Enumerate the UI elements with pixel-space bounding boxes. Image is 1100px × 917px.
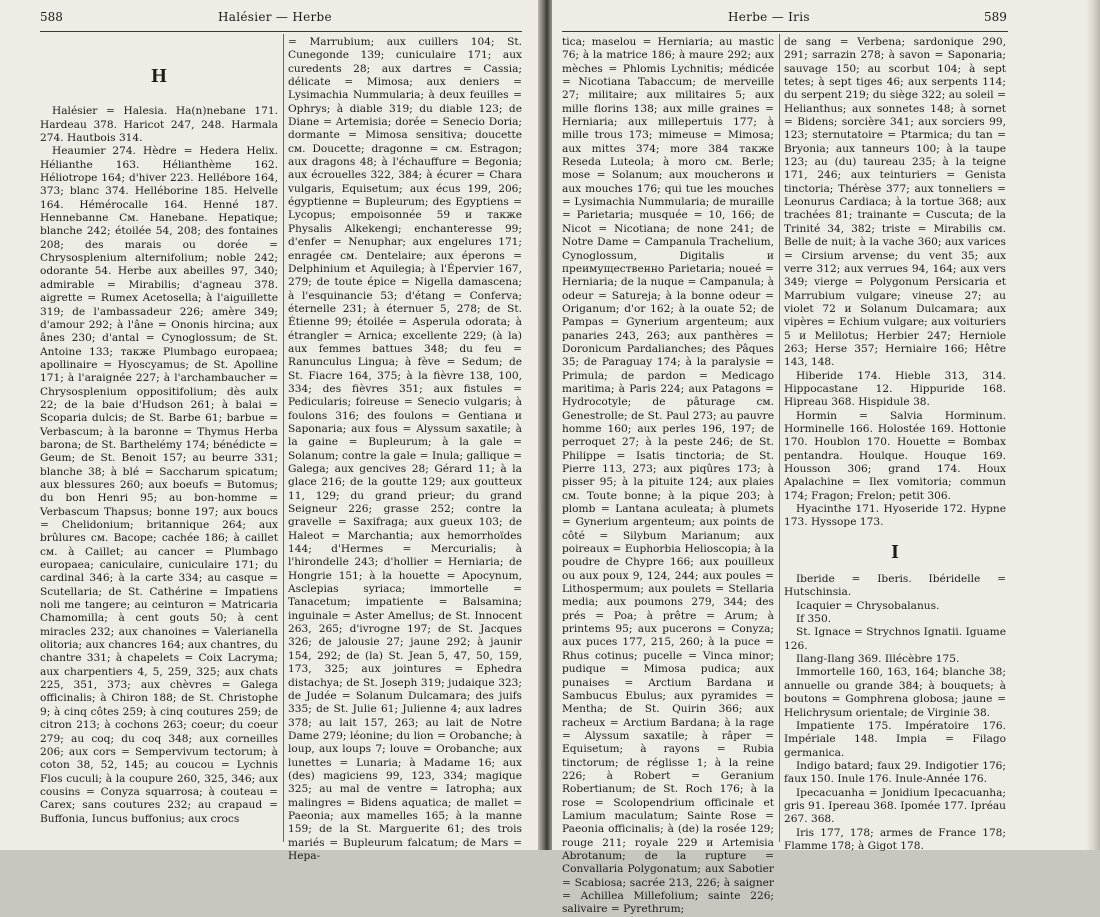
- column-divider-left: [283, 34, 284, 842]
- page-number-right: 589: [984, 10, 1007, 24]
- entry-paragraph: Hiberide 174. Hieble 313, 314. Hippocastane 12. Hippuride 168. Hipreau 368. Hispidule 38.: [784, 369, 1006, 409]
- entry-paragraph: tica; maselou = Herniaria; au mastic 76; à la matrice 186; à maure 292; aux mèches = Phlomis Lychnitis; médicée = Nicotiana Tabaccum; de merveille 27; militaire; aux militaires 5; aux mille florins 138; aux mille graines = Herniaria; aux millepertuis 177; à mille trous 173; mimeuse = Mimosa; aux mittes 374; more 384 также Reseda Luteola; à moro см. Berle; mose = Solanum; aux moucherons и aux mouches 176; qui tue les mouches = Lysimachia Nummularia; de muraille = Parietaria; musquée = 10, 166; de Nicot = Nicotiana; de none 241; de Notre Dame = Campanula Trachelium, Cynoglossum, Digitalis и преимущественно Parietaria; noueé = Herniaria; de la nuque = Campanula; à odeur = Satureja; à la bonne odeur = Origanum; d'or 162; à la ouate 52; de Pampas = Gynerium argenteum; aux panaries 243, 263; aux panthères = Doronicum Pardalianches; des Pâques 35; de Paraguay 174; à la paralysie = Primula; de pardon = Medicago maritima; à Paris 224; aux Patagons = Hydrocotyle; de pâturage см. Genestrolle; de St. Paul 273; au pauvre homme 160; aux perles 196, 197; de perroquet 27; à la peste 246; de St. Philippe = Isatis tinctoria; de St. Pierre 113, 273; aux piqûres 173; à pisser 95; à la pituite 124; aux plaies см. Toute bonne; à la pique 203; à plomb = Lantana aculeata; à plumets = Gynerium argenteum; aux points de côté = Silybum Marianum; aux poireaux = Euphorbia Helioscopia; à la poudre de Chypre 166; aux pouilleux ou aux poux 9, 124, 244; aux poules = Lithospermum; aux poulets = Stellaria media; aux poumons 279, 344; des prés = Poa; à prêtre = Arum; à printems 95; aux pucerons = Conyza; aux puces 177, 215, 260; à la puce = Rhus cotinus; pucelle = Vinca minor; pudique = Mimosa pudica; aux punaises = Arctium Bardana и Sambucus Ebulus; aux pyramides = Mentha; de St. Quirin 366; aux racheux = Arctium Bardana; à la rage = Alyssum saxatile; à râper = Equisetum; à rayons = Rubia tinctorum; de réglisse 1; à la reine 226; à Robert = Geranium Robertianum; de St. Roch 176; à la rose = Scolopendrium officinale et Lamium maculatum; Sainte Rose = Paeonia officinalis; à (de) la rosée 129; rouge 211; royale 229 и Artemisia Abrotanum; de la rupture = Convallaria Polygonatum; aux Sabotier = Scabiosa; sacrée 213, 226; à saigner = Achillea Millefolium; sainte 226; salivaire = Pyrethrum;: [562, 36, 774, 916]
- left-page-column-1: [40, 36, 278, 826]
- header-rule-right: [562, 31, 1008, 32]
- entry-paragraph: = Marrubium; aux cuillers 104; St. Cunegonde 139; cuniculaire 171; aux curedents 28; aux dartres = Cassia; délicate = Mimosa; aux deniers = Lysimachia Nummularia; à deux feuilles = Ophrys; à diable 319; du diable 123; de Diane = Artemisia; dorée = Senecio Doria; dormante = Mimosa sensitiva; doucette см. Doucette; dragonne = см. Estragon; aux dragons 48; à l'échauffure = Begonia; aux écrouelles 322, 384; à écurer = Chara vulgaris, Equisetum; aux écus 199, 206; égyptienne = Bupleurum; des Egyptiens = Lycopus; empoisonnée 59 и также Physalis Alkekengi; enchanteresse 99; d'enfer = Nenuphar; aux engelures 171; enragée см. Dentelaire; aux éperons = Delphinium et Aquilegia; à l'Épervier 167, 279; de toute épice = Nigella damascena; à l'esquinancie 53; d'étang = Conferva; éternelle 231; à éternuer 5, 278; de St. Étienne 99; étoilée = Asperula odorata; à étrangler = Arnica; excellente 229; (à la) aux femmes battues 348; du feu = Ranunculus Lingua; à fève = Sedum; de St. Fiacre 164, 375; à la fièvre 138, 100, 334; des fièvres 351; aux fistules = Pedicularis; foireuse = Senecio vulgaris; à foulons 316; des foulons = Gentiana и Saponaria; aux fous = Alyssum saxatile; à la gaine = Bupleurum; à la gale = Solanum; contre la gale = Inula; gallique = Galega; aux gencives 28; Gérard 11; à la glace 216; de la goutte 129; aux goutteux 11, 129; du grand prieur; du grand Seigneur 226; grasse 252; contre la gravelle = Saxifraga; aux gueux 103; de Haleot = Marchantia; aux hemorrhoïdes 144; d'Hermes = Mercurialis; à l'hirondelle 243; d'hollier = Herniaria; de Hongrie 151; à la houette = Apocynum, Asclepias syriaca; immortelle = Tanacetum; impatiente = Balsamina; inguinale = Aster Amellus; de St. Innocent 263, 265; d'ivrogne 197; de St. Jacques 326; de jalousie 27; jaune 292; à jaunir 154, 292; de (la) St. Jean 5, 47, 50, 159, 173, 325; aux jointures = Ephedra distachya; de St. Joseph 319; judaique 323; de Judée = Solanum Dulcamara; des juifs 335; de St. Julie 61; Julienne 4; aux ladres 378; au lait 157, 263; au lait de Notre Dame 279; léonine; du lion = Orobanche; à loup, aux loups 7; louve = Orobanche; aux lunettes = Lunaria; à Madame 16; aux (des) magiciens 99, 123, 334; magique 325; au mal de ventre = Iatropha; aux malingres = Bidens aquatica; de mallet = Paeonia; aux mamelles 165; à la manne 159; de la St. Marguerite 61; des trois mariés = Bupleurum falcatum; de Mars = Hepa-: [288, 36, 522, 862]
- running-head-left: Halésier — Herbe: [218, 10, 332, 24]
- column-divider-right: [779, 34, 780, 842]
- entry-paragraph: St. Ignace = Strychnos Ignatii. Iguame 126.: [784, 626, 1006, 652]
- entry-paragraph: Hyacinthe 171. Hyoseride 172. Hypne 173. Hyssope 173.: [784, 503, 1006, 529]
- right-page: [552, 0, 1100, 916]
- entry-paragraph: Hormin = Salvia Horminum. Horminelle 166. Holostée 169. Hottonie 170. Houblon 170. Houette = Bombax pentandra. Houlque. Houque 169. Housson 306; grand 174. Houx Apalachine = Ilex vomitoria; commun 174; Fragon; Frelon; petit 306.: [784, 409, 1006, 502]
- left-page: [0, 0, 541, 862]
- section-letter-i: I: [891, 540, 899, 563]
- right-page-column-2: [784, 36, 1006, 853]
- page-edge: [1086, 0, 1100, 850]
- entry-paragraph: Iris 177, 178; armes de France 178; Flamme 178; à Gigot 178.: [784, 826, 1006, 852]
- entry-paragraph: Ipecacuanha = Jonidium Ipecacuanha; gris 91. Ipereau 368. Ipomée 177. Ipréau 267. 368.: [784, 786, 1006, 826]
- page-number-left: 588: [40, 10, 63, 24]
- entry-paragraph: de sang = Verbena; sardonique 290, 291; sarrazin 278; à savon = Saponaria; sauvage 150; au scorbut 104; à sept tetes; à sept tiges 46; aux serpents 114; du serpent 219; du siège 322; au soleil = Helianthus; aux sonnetes 148; à sornet = Bidens; sorcière 341; aux sorciers 99, 123; sternutatoire = Ptarmica; du tan = Bryonia; aux tanneurs 100; à la taupe 123; au (du) taureau 235; à la teigne 171, 246; aux teinturiers = Genista tinctoria; Thérèse 377; aux tonneliers = Leonurus Cardiaca; à la tortue 368; aux trachées 81; trainante = Cuscuta; de la Trinité 34, 382; triste = Mirabilis см. Belle de nuit; à la vache 360; aux varices = Cirsium arvense; du vent 35; aux verre 312; aux verrues 94, 164; aux vers 349; vierge = Polygonum Persicaria et Marrubium vulgare; vineuse 27; au violet 72 и Solanum Dulcamara; aux vipères = Echium vulgare; aux voituriers 5 и Melilotus; Herbier 247; Herniole 263; Herse 357; Herniaire 166; Hêtre 143, 148.: [784, 36, 1006, 369]
- left-page-column-2: [288, 36, 522, 863]
- entry-paragraph: Icaquier = Chrysobalanus.: [796, 599, 940, 612]
- entry-paragraph: Ilang-Ilang 369. Illécèbre 175.: [796, 653, 960, 666]
- entry-paragraph: Impatiente 175. Impératoire 176. Impériale 148. Impia = Filago germanica.: [784, 719, 1006, 759]
- right-page-column-1: [562, 36, 774, 917]
- header-rule-left: [40, 31, 522, 32]
- entry-paragraph: Iberide = Iberis. Ibéridelle = Hutschinsia.: [784, 573, 1006, 599]
- entry-paragraph: Indigo batard; faux 29. Indigotier 176; faux 150. Inule 176. Inule-Année 176.: [784, 759, 1006, 786]
- entry-paragraph: Immortelle 160, 163, 164; blanche 38; annuelle ou grande 384; à bouquets; à boutons = Gomphrena globosa; jaune = Helichrysum orientale; de Virginie 38.: [784, 666, 1006, 719]
- running-head-right: Herbe — Iris: [728, 10, 810, 24]
- entry-paragraph: Halésier = Halesia. Ha(n)nebane 171. Hardeau 378. Haricot 247, 248. Harmala 274. Hautbois 314.: [40, 105, 278, 145]
- entry-paragraph: Heaumier 274. Hèdre = Hedera Helix. Hélianthe 163. Hélianthème 162. Héliotrope 164; d'hiver 223. Hellébore 164, 373; blanc 374. Helléborine 185. Helvelle 164. Hémérocalle 164. Henné 187. Hennebanne См. Hanebane. Hepatique; blanche 242; étoilée 54, 208; des fontaines 208; des marais ou dorée = Chrysosplenium alternifolium; noble 242; odorante 54. Herbe aux abeilles 97, 340; admirable = Mirabilis; d'agneau 378. aigrette = Rumex Acetosella; à l'aiguillette 319; de l'ambassadeur 226; amère 349; d'amour 292; à l'âne = Ononis hircina; aux ânes 230; d'antal = Cynoglossum; de St. Antoine 133; также Plumbago europaea; apollinaire = Hyoscyamus; de St. Apolline 171; à l'araignée 227; à l'archambaucher = Chrysosplenium oppositifolium; dès aulx 22; de la baie d'Hudson 261; à balai = Scoparia dulcis; de St. Barbe 61; barbue = Verbascum; à la baronne = Thymus Herba barona; de St. Barthelémy 174; bénédicte = Geum; de St. Benoit 157; au beurre 331; blanche 38; à blé = Saccharum spicatum; aux blessures 260; aux boeufs = Butomus; du bon Henri 95; au bon-homme = Verbascum Thapsus; bonne 197; aux boucs = Chelidonium; britannique 264; aux brûlures см. Bacope; cachée 186; à caillet см. à Caillet; au cancer = Plumbago europaea; caniculaire, cuniculaire 171; du cardinal 346; à la carte 334; au casque = Scutellaria; de St. Cathérine = Impatiens noli me tangere; au ceinturon = Matricaria Chamomilla; à cent gouts 50; à cent miracles 232; aux chanoines = Valerianella olitoria; aux chancres 164; aux chantres, du chantre 331; à chapelets = Coix Lacryma; aux charpentiers 4, 5, 259, 325; aux chats 225, 351, 373; aux chèvres = Galega officinalis; à Chiron 188; de St. Christophe 9; à cinq côtes 259; à cinq coutures 259; de citron 213; à cochons 263; coeur; du coeur 279; au coq; du coq 348; aux corneilles 206; aux cors = Sempervivum tectorum; à coton 38, 52, 145; au coucou = Lychnis Flos cuculi; à la coupure 260, 325, 346; aux cousins = Conyza squarrosa; à couteau = Carex; sans coutures 232; au crapaud = Buffonia, Iuncus buffonius; aux crocs: [40, 145, 278, 825]
- section-letter-h: H: [151, 65, 167, 87]
- entry-paragraph: If 350.: [796, 613, 832, 626]
